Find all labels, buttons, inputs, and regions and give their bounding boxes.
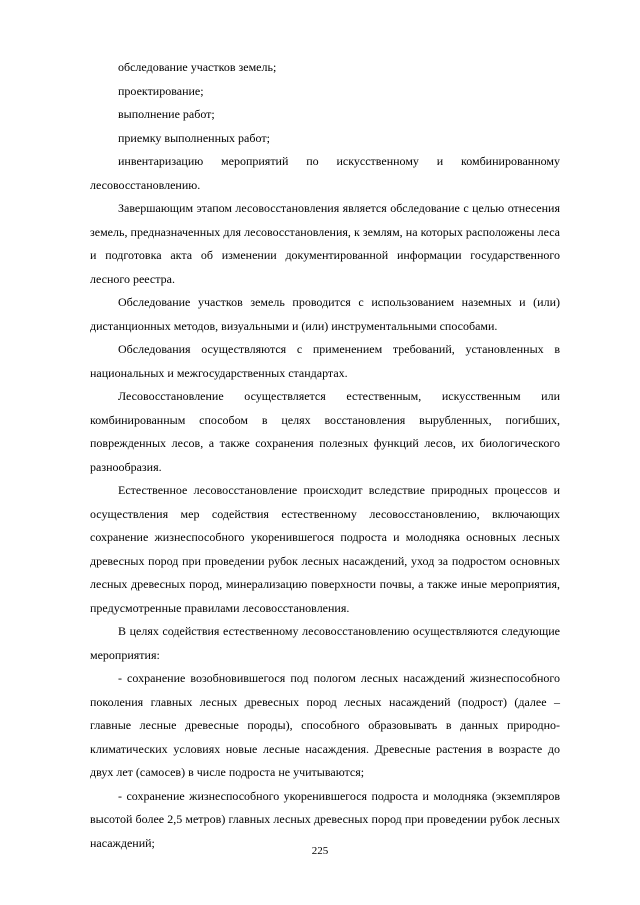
paragraph-survey-methods: Обследование участков земель проводится с использованием наземных и (или) дистанционных методов, визуальными и (или) инструментальными способами. <box>90 295 560 333</box>
list-item-preserve-undergrowth: - сохранение возобновившегося под пологом лесных насаждений жизнеспособного поколения главных лесных древесных пород лесных насаждений (подрост) (далее – главные лесные древесные породы), способного образовывать в данных природно-климатических условиях новые лесные насаждения. Древесные растения в возрасте до двух лет (самосев) в числе подроста не учитываются; <box>90 671 560 779</box>
list-item-design: проектирование; <box>118 83 204 98</box>
list-item-inventory: инвентаризацию мероприятий по искусственному и комбинированному лесовосстановлению. <box>90 154 560 192</box>
list-item-preserve-young-stands: - сохранение жизнеспособного укоренившегося подроста и молодняка (экземпляров высотой более 2,5 метров) главных лесных древесных пород при проведении рубок лесных насаждений; <box>90 788 560 850</box>
paragraph-final-stage: Завершающим этапом лесовосстановления является обследование с целью отнесения земель, предназначенных для лесовосстановления, к землям, на которых расположены леса и подготовка акта об изменении документированной информации государственного лесного реестра. <box>90 201 560 286</box>
list-item-acceptance: приемку выполненных работ; <box>118 130 270 145</box>
list-item-survey: обследование участков земель; <box>118 60 277 74</box>
list-item-execution: выполнение работ; <box>118 107 215 121</box>
paragraph-reforestation: Лесовосстановление осуществляется естественным, искусственным или комбинированным способом в целях восстановления вырубленных, погибших, поврежденных лесов, а также сохранения полезных функций лесов, их биологического разнообразия. <box>90 389 560 474</box>
paragraph-measures-intro: В целях содействия естественному лесовосстановлению осуществляются следующие мероприятия: <box>90 624 560 662</box>
paragraph-standards: Обследования осуществляются с применением требований, установленных в национальных и межгосударственных стандартах. <box>90 342 560 380</box>
body-text <box>90 56 560 855</box>
paragraph-natural-reforestation: Естественное лесовосстановление происходит вследствие природных процессов и осуществления мер содействия естественному лесовосстановлению, включающих сохранение жизнеспособного укоренившегося подроста и молодняка основных лесных древесных пород при проведении рубок лесных насаждений, уход за подростом основных лесных древесных пород, минерализацию поверхности почвы, а также иные мероприятия, предусмотренные правилами лесовосстановления. <box>90 483 560 615</box>
page-number: 225 <box>311 845 329 857</box>
